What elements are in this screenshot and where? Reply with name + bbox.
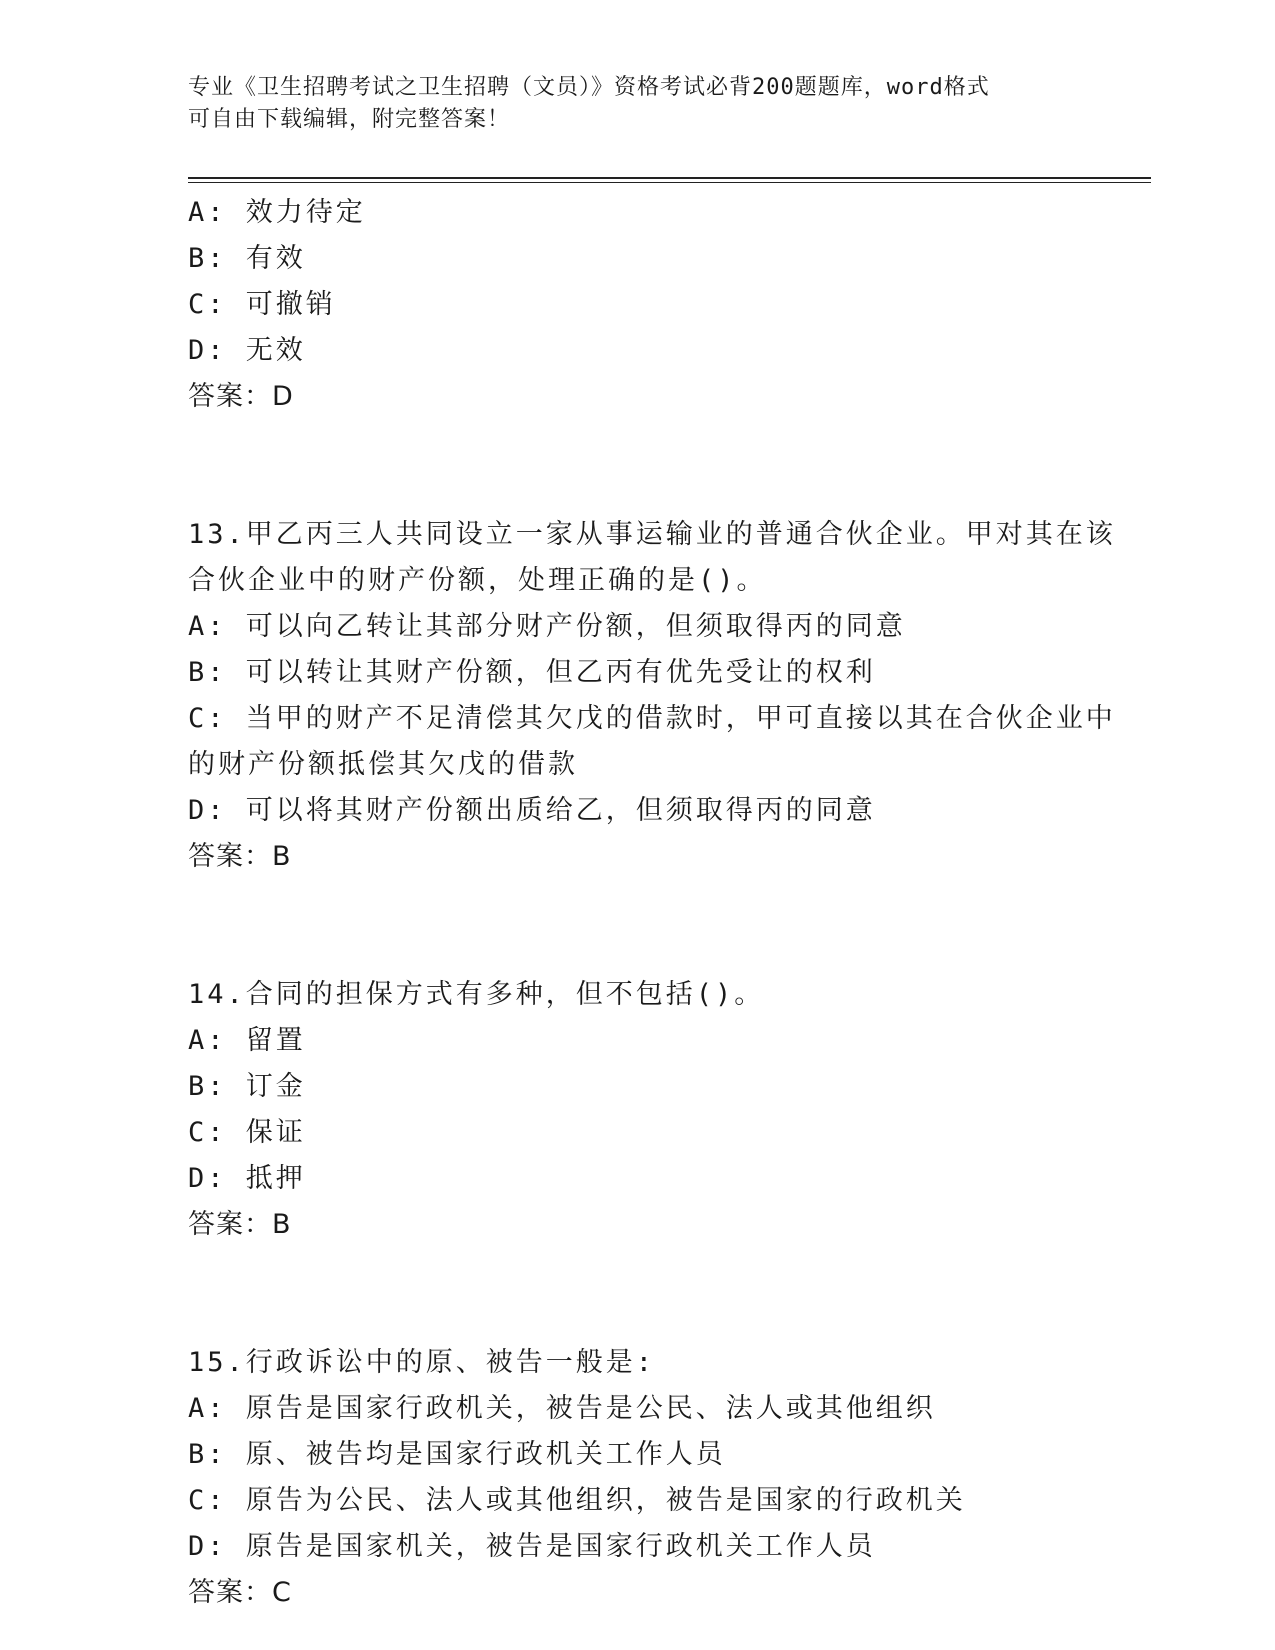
question-stem-line-1: 13.甲乙丙三人共同设立一家从事运输业的普通合伙企业。甲对其在该 [188,519,1116,550]
question-spacer [188,880,1088,972]
option-c-line-1: C: 当甲的财产不足清偿其欠戊的借款时，甲可直接以其在合伙企业中 [188,703,1116,734]
header-title-line-1: 专业《卫生招聘考试之卫生招聘（文员）》资格考试必背200题题库，word格式 [188,75,990,100]
question-stem: 15.行政诉讼中的原、被告一般是: [188,1347,656,1378]
header-rule-thick [188,177,1151,179]
question-15-block [188,1340,1088,1616]
question-list [188,190,1116,1616]
question-spacer [188,1248,1088,1340]
option-b: B: 有效 [188,243,306,274]
option-c: C: 可撤销 [188,289,336,320]
option-d: D: 无效 [188,335,306,366]
header-rule-thin [188,182,1151,183]
header-title-line-2: 可自由下载编辑，附完整答案！ [188,107,511,132]
option-c: C: 原告为公民、法人或其他组织，被告是国家的行政机关 [188,1485,966,1516]
option-b: B: 订金 [188,1071,306,1102]
option-a: A: 效力待定 [188,197,366,228]
option-b: B: 可以转让其财产份额，但乙丙有优先受让的权利 [188,657,876,688]
answer-line: 答案：B [188,841,292,872]
option-a: A: 留置 [188,1025,306,1056]
answer-line: 答案：B [188,1209,292,1240]
option-c: C: 保证 [188,1117,306,1148]
option-a: A: 可以向乙转让其部分财产份额，但须取得丙的同意 [188,611,906,642]
question-13-block [188,512,1116,880]
option-a: A: 原告是国家行政机关，被告是公民、法人或其他组织 [188,1393,936,1424]
document-header [188,72,1078,136]
question-14-block [188,972,1088,1248]
question-stem: 14.合同的担保方式有多种，但不包括()。 [188,979,765,1010]
option-d: D: 原告是国家机关，被告是国家行政机关工作人员 [188,1531,876,1562]
question-stem-line-2: 合伙企业中的财产份额，处理正确的是()。 [188,565,767,596]
option-c-line-2: 的财产份额抵偿其欠戊的借款 [188,749,578,780]
answer-line: 答案：D [188,381,294,412]
option-b: B: 原、被告均是国家行政机关工作人员 [188,1439,726,1470]
question-12-block [188,190,1088,420]
answer-line: 答案：C [188,1577,292,1608]
question-spacer [188,420,1088,512]
option-d: D: 抵押 [188,1163,306,1194]
option-d: D: 可以将其财产份额出质给乙，但须取得丙的同意 [188,795,876,826]
